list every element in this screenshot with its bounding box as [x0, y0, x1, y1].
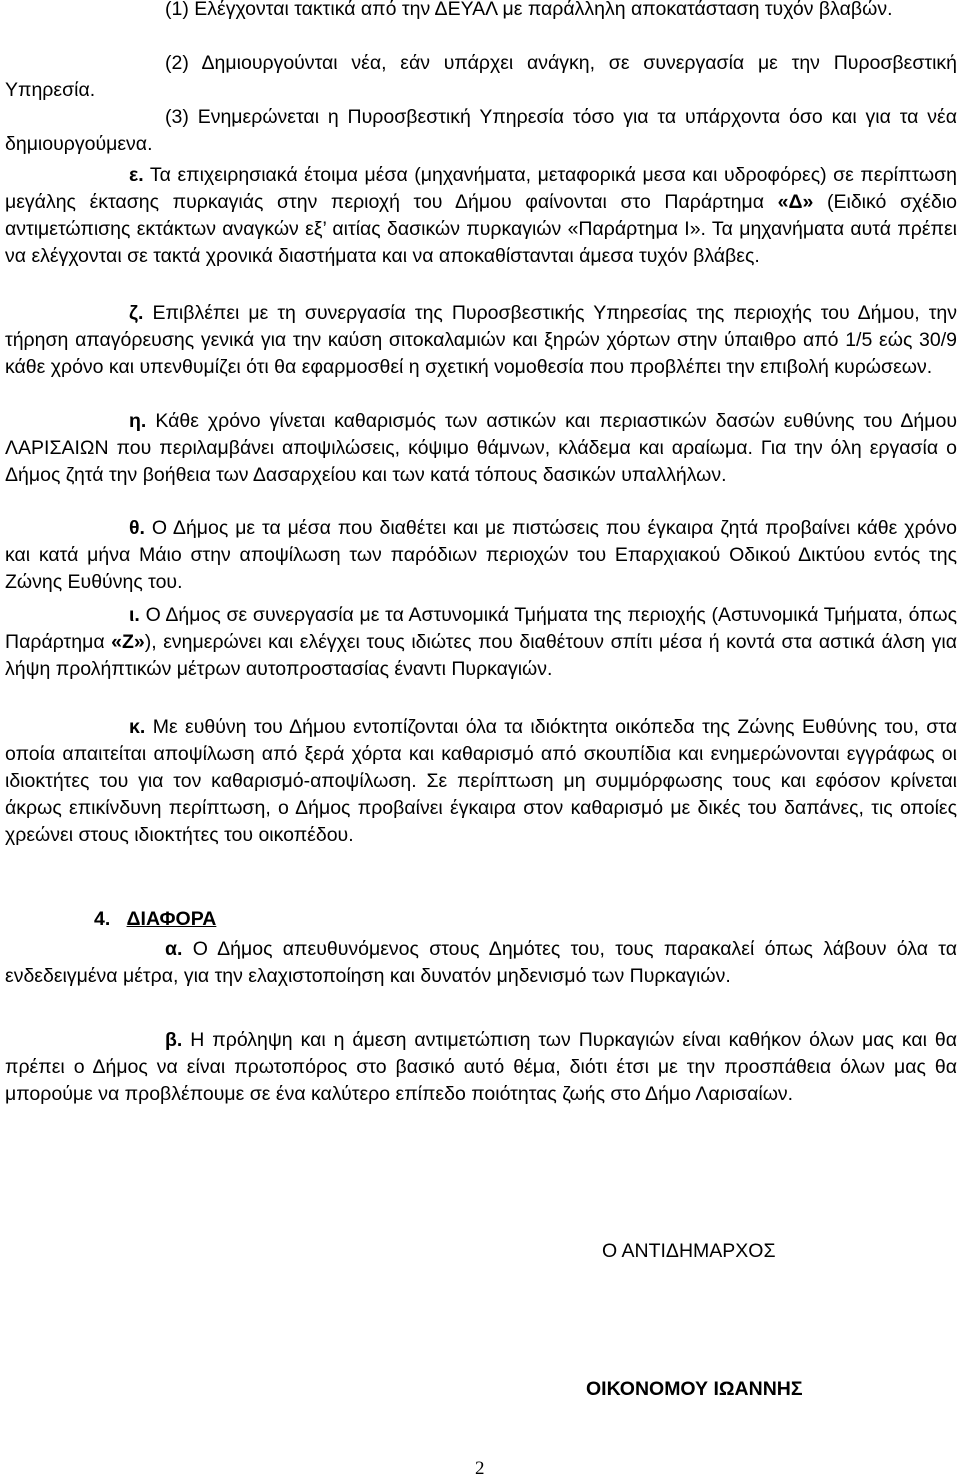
paragraph-i-text-1: Ο Δήμος σε συνεργασία με τα Αστυνομικά Τμήματα της περιοχής (Αστυνομικά Τμήματα, όπως Παράρτημα [5, 604, 957, 653]
paragraph-i-bold: «Ζ» [111, 631, 145, 653]
paragraph-b [5, 1027, 957, 1108]
page-number: 2 [475, 1458, 485, 1479]
paragraph-e-marker: ε. [129, 164, 144, 186]
paragraph-h-marker: η. [129, 410, 147, 432]
paragraph-b-text: Η πρόληψη και η άμεση αντιμετώπιση των Πυρκαγιών είναι καθήκον όλων μας και θα πρέπει ο Δήμος να είναι πρωτοπόρος στο βασικό αυτό θέμα, διότι έτσι με την προσπάθεια όλων μας θα μπορούμε να προβλέπουμε σε ένα καλύτερο επίπεδο ποιότητας ζωής στο Δήμο Λαρισαίων. [5, 1029, 957, 1105]
paragraph-z [5, 300, 957, 381]
paragraph-e-bold: «Δ» [777, 191, 814, 213]
paragraph-1-text: Ελέγχονται τακτικά από την ΔΕΥΑΛ με παράλληλη αποκατάσταση τυχόν βλαβών. [194, 0, 893, 20]
paragraph-b-marker: β. [165, 1029, 183, 1051]
paragraph-i-marker: ι. [129, 604, 140, 626]
section-4-title: ΔΙΑΦΟΡΑ [126, 908, 217, 930]
paragraph-2 [5, 50, 957, 104]
paragraph-e-text-1: Τα επιχειρησιακά έτοιμα μέσα (μηχανήματα, μεταφορικά μεσα και υδροφόρες) σε περίπτωση μεγάλης έκτασης πυρκαγιάς στην περιοχή του Δήμου φαίνονται στο Παράρτημα [5, 164, 957, 213]
paragraph-k-marker: κ. [129, 716, 146, 738]
paragraph-i-text-2: ), ενημερώνει και ελέγχει τους ιδιώτες που διαθέτουν σπίτι μέσα ή κοντά στα αστικά άλση για λήψη προλήπτικών μέτρων αυτοπροστασίας έναντι Πυρκαγιών. [5, 631, 958, 680]
paragraph-a-marker: α. [165, 938, 183, 960]
section-4-heading [94, 906, 216, 933]
paragraph-3-marker: (3) [165, 106, 189, 128]
paragraph-e-text-2: (Ειδικό σχέδιο αντιμετώπισης εκτάκτων αναγκών εξ’ αιτίας δασικών πυρκαγιών «Παράρτημα Ι». Τα μηχανήματα αυτά πρέπει να ελέγχονται σε τακτά χρονικά διαστήματα και να αποκαθίστανται άμεσα τυχόν βλάβες. [5, 191, 957, 267]
paragraph-h-text: Κάθε χρόνο γίνεται καθαρισμός των αστικών και περιαστικών δασών ευθύνης του Δήμου ΛΑΡΙΣΑΙΩΝ που περιλαμβάνει αποψιλώσεις, κόψιμο θάμνων, κλάδεμα και αραίωμα. Για την όλη εργασία ο Δήμος ζητά την βοήθεια των Δασαρχείου και των κατά τόπους δασικών υπαλλήλων. [5, 410, 957, 486]
paragraph-th-marker: θ. [129, 517, 145, 539]
signature-name: ΟΙΚΟΝΟΜΟΥ ΙΩΑΝΝΗΣ [586, 1378, 803, 1400]
paragraph-e [5, 162, 957, 270]
paragraph-z-marker: ζ. [129, 302, 144, 324]
paragraph-h [5, 408, 957, 489]
paragraph-a-text: Ο Δήμος απευθυνόμενος στους Δημότες του, τους παρακαλεί όπως λάβουν όλα τα ενδεδειγμένα μέτρα, για την ελαχιστοποίηση και δυνατόν μηδενισμό των Πυρκαγιών. [5, 938, 957, 987]
paragraph-2-text: Δημιουργούνται νέα, εάν υπάρχει ανάγκη, σε συνεργασία με την Πυροσβεστική Υπηρεσία. [5, 52, 957, 101]
paragraph-z-text: Επιβλέπει με τη συνεργασία της Πυροσβεστικής Υπηρεσίας της περιοχής του Δήμου, την τήρηση απαγόρευσης γενικά για την καύση σιτοκαλαμιών και ξηρών χόρτων στην ύπαιθρο από 1/5 εώς 30/9 κάθε χρόνο και υπενθυμίζει ότι θα εφαρμοσθεί η σχετική νομοθεσία που προβλέπει την επιβολή κυρώσεων. [5, 302, 957, 378]
paragraph-i [5, 602, 957, 683]
paragraph-a [5, 936, 957, 990]
paragraph-th [5, 515, 957, 596]
paragraph-1-marker: (1) [165, 0, 189, 20]
signature-title: Ο ΑΝΤΙΔΗΜΑΡΧΟΣ [602, 1240, 776, 1262]
paragraph-k-text: Με ευθύνη του Δήμου εντοπίζονται όλα τα ιδιόκτητα οικόπεδα της Ζώνης Ευθύνης του, στα οποία απαιτείται αποψίλωση από ξερά χόρτα και καθαρισμό από σκουπίδια και ενημερώνονται εγγράφως οι ιδιοκτήτες του για τον καθαρισμό-αποψίλωση. Σε περίπτωση μη συμμόρφωσης τους και εφόσον κρίνεται άκρως επικίνδυνη περίπτωση, ο Δήμος προβαίνει έγκαιρα στον καθαρισμό με δικές του δαπάνες, τις οποίες χρεώνει στους ιδιοκτήτες του οικοπέδου. [5, 716, 957, 846]
paragraph-th-text: Ο Δήμος με τα μέσα που διαθέτει και με πιστώσεις που έγκαιρα ζητά προβαίνει κάθε χρόνο και κατά μήνα Μάιο στην αποψίλωση των παρόδιων περιοχών του Επαρχιακού Οδικού Δικτύου εντός της Ζώνης Ευθύνης του. [5, 517, 957, 593]
paragraph-1 [5, 0, 957, 23]
section-4-number: 4. [94, 908, 111, 930]
paragraph-k [5, 714, 957, 849]
paragraph-2-marker: (2) [165, 52, 189, 74]
paragraph-3 [5, 104, 957, 158]
paragraph-3-text: Ενημερώνεται η Πυροσβεστική Υπηρεσία τόσο για τα υπάρχοντα όσο και για τα νέα δημιουργούμενα. [5, 106, 958, 155]
